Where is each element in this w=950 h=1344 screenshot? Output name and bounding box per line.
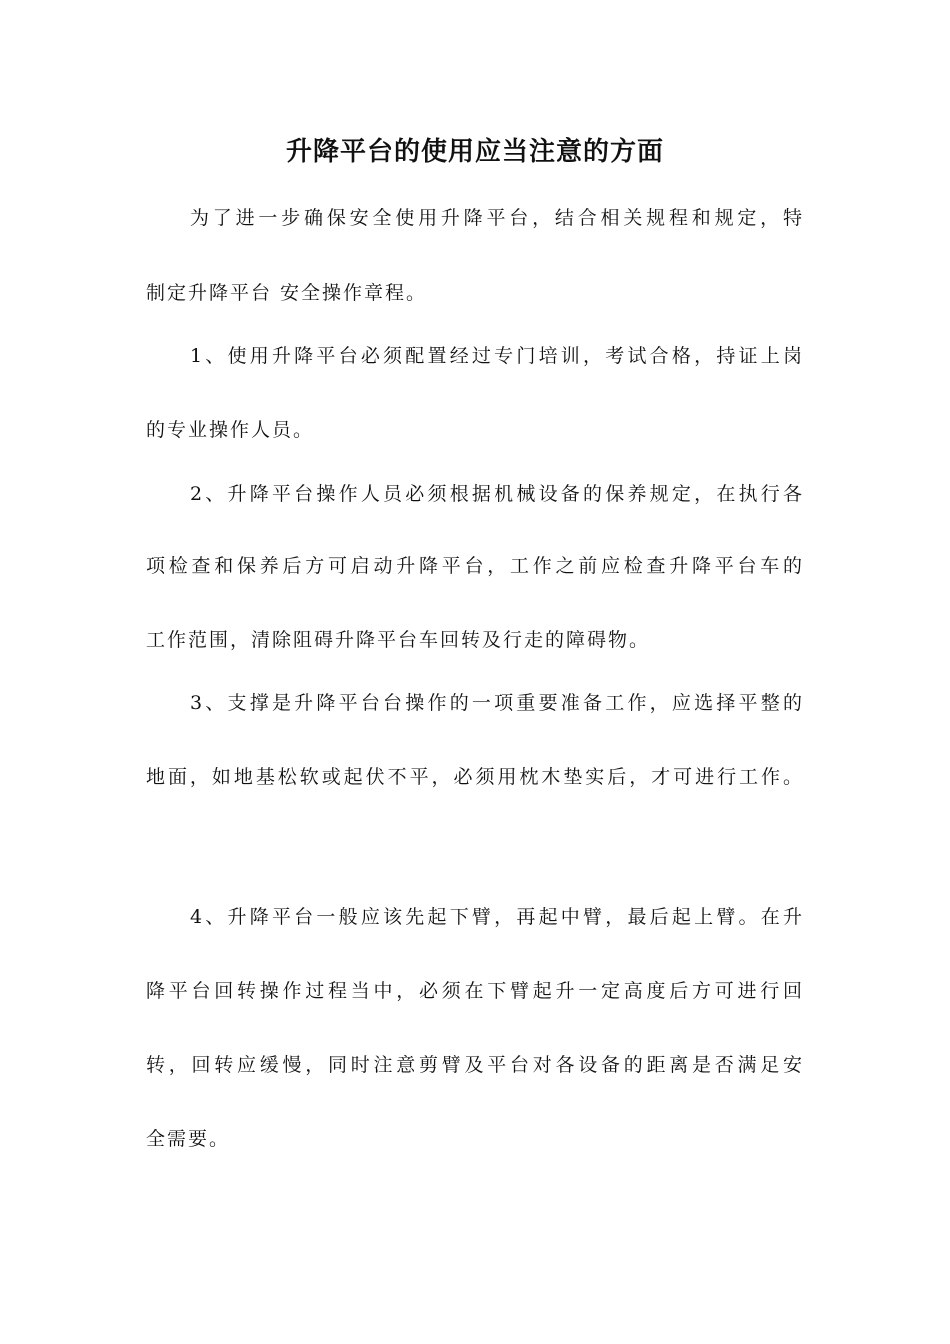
item-1-line-1: 1、使用升降平台必须配置经过专门培训，考试合格，持证上岗 — [190, 345, 804, 367]
item-4-line-2: 降平台回转操作过程当中，必须在下臂起升一定高度后方可进行回 — [146, 980, 804, 1002]
intro-line-2: 制定升降平台 安全操作章程。 — [146, 282, 428, 304]
item-4-line-3: 转，回转应缓慢，同时注意剪臂及平台对各设备的距离是否满足安 — [146, 1054, 804, 1076]
intro-line-1: 为了进一步确保安全使用升降平台，结合相关规程和规定，特 — [190, 207, 804, 229]
document-title: 升降平台的使用应当注意的方面 — [285, 137, 664, 167]
item-2-line-1: 2、升降平台操作人员必须根据机械设备的保养规定，在执行各 — [190, 483, 804, 505]
item-3-line-2: 地面，如地基松软或起伏不平，必须用枕木垫实后，才可进行工作。 — [146, 766, 804, 788]
item-2-line-2: 项检查和保养后方可启动升降平台，工作之前应检查升降平台车的 — [146, 555, 804, 577]
item-1-line-2: 的专业操作人员。 — [146, 419, 315, 441]
item-3-line-1: 3、支撑是升降平台台操作的一项重要准备工作，应选择平整的 — [190, 692, 804, 714]
item-4-line-4: 全需要。 — [146, 1128, 231, 1150]
item-4-line-1: 4、升降平台一般应该先起下臂，再起中臂，最后起上臂。在升 — [190, 906, 804, 928]
item-2-line-3: 工作范围，清除阻碍升降平台车回转及行走的障碍物。 — [146, 629, 651, 651]
